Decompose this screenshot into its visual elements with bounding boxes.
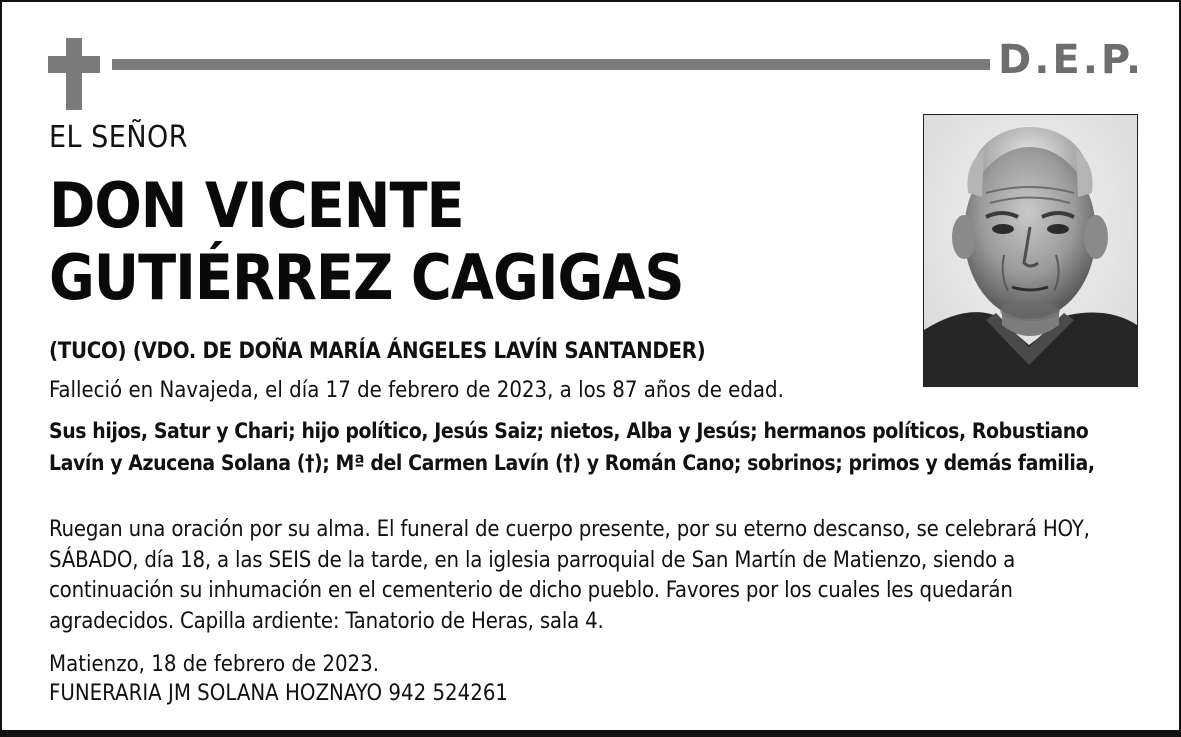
deceased-name [49,170,684,314]
nickname-widower-line: (TUCO) (VDO. DE DOÑA MARÍA ÁNGELES LAVÍN SANTANDER) [49,339,706,364]
death-details: Falleció en Navajeda, el día 17 de febrero de 2023, a los 87 años de edad. [49,378,784,403]
dep-mark: D.E.P. [998,37,1145,83]
funeral-details: Ruegan una oración por su alma. El funeral de cuerpo presente, por su eterno descanso, se celebrará HOY, SÁBADO, día 18, a las SEIS de la tarde, en la iglesia parroquial de San Martín de Matienzo, siendo a continuación su inhumación en el cementerio de dicho pueblo. Favores por los cuales les quedarán agradecidos. Capilla ardiente: Tanatorio de Heras, sala 4. [49,517,1090,634]
header-rule [112,59,990,70]
bottom-rule [2,730,1179,735]
name-line-2: GUTIÉRREZ CAGIGAS [49,241,684,314]
funeral-home: FUNERARIA JM SOLANA HOZNAYO 942 524261 [49,681,508,706]
portrait-photo [923,114,1138,387]
name-line-1: DON VICENTE [49,169,464,242]
cross-icon [48,38,100,110]
family-list: Sus hijos, Satur y Chari; hijo político, Jesús Saiz; nietos, Alba y Jesús; hermanos políticos, Robustiano Lavín y Azucena Solana (†); Mª del Carmen Lavín (†) y Román Cano; sobrinos; primos y demás familia, [49,419,1095,475]
place-date: Matienzo, 18 de febrero de 2023. [49,652,380,677]
honorific-prefix: EL SEÑOR [49,120,189,155]
